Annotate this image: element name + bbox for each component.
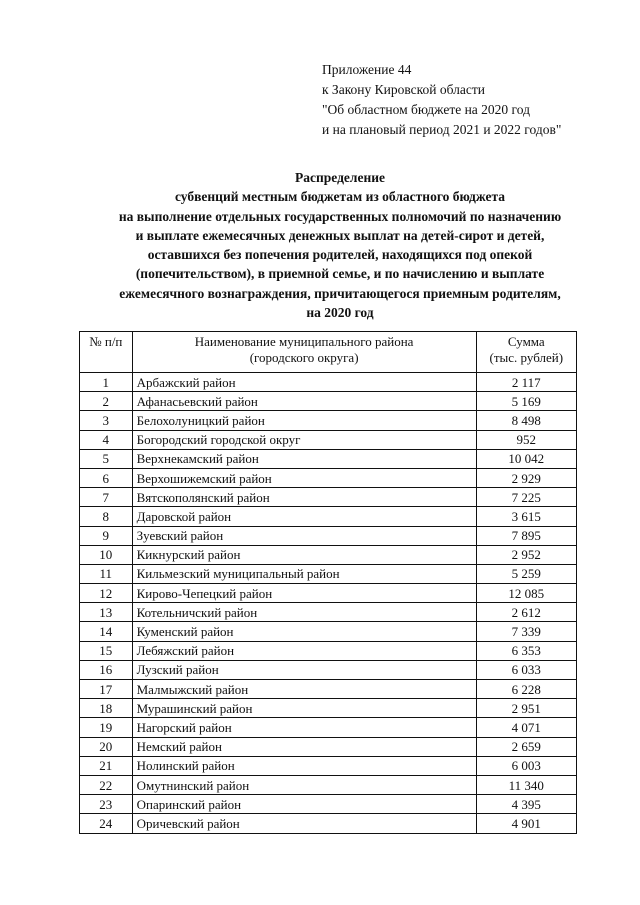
row-sum: 4 395: [476, 795, 576, 814]
row-num: 8: [80, 507, 133, 526]
row-num: 11: [80, 564, 133, 583]
row-sum: 7 339: [476, 622, 576, 641]
table-row: [80, 584, 577, 603]
row-name: Вятскополянский район: [132, 488, 476, 507]
table-header-row: [80, 332, 577, 373]
row-sum: 952: [476, 430, 576, 449]
table-row: [80, 718, 577, 737]
row-num: 1: [80, 373, 133, 392]
appendix-line: к Закону Кировской области: [322, 82, 486, 97]
appendix-line: "Об областном бюджете на 2020 год: [322, 102, 530, 117]
row-name: Нагорский район: [132, 718, 476, 737]
row-sum: 2 117: [476, 373, 576, 392]
row-num: 13: [80, 603, 133, 622]
row-sum: 6 353: [476, 641, 576, 660]
title-line: и выплате ежемесячных денежных выплат на детей-сирот и детей,: [135, 227, 545, 243]
row-sum: 6 228: [476, 680, 576, 699]
table-row: [80, 737, 577, 756]
row-num: 16: [80, 660, 133, 679]
row-sum: 6 033: [476, 660, 576, 679]
row-sum: 2 952: [476, 545, 576, 564]
row-sum: 11 340: [476, 775, 576, 794]
header-sum: [476, 332, 576, 373]
table-row: [80, 507, 577, 526]
row-sum: 3 615: [476, 507, 576, 526]
document-title: [60, 168, 620, 322]
row-name: Малмыжский район: [132, 680, 476, 699]
row-sum: 2 951: [476, 699, 576, 718]
row-sum: 5 259: [476, 564, 576, 583]
distribution-table: [79, 331, 577, 834]
header-sum-line2: (тыс. рублей): [489, 350, 564, 365]
row-name: Верхошижемский район: [132, 468, 476, 487]
row-num: 7: [80, 488, 133, 507]
row-name: Верхнекамский район: [132, 449, 476, 468]
row-name: Кикнурский район: [132, 545, 476, 564]
row-num: 21: [80, 756, 133, 775]
table-row: [80, 430, 577, 449]
title-line: на выполнение отдельных государственных полномочий по назначению: [118, 208, 562, 224]
row-num: 20: [80, 737, 133, 756]
row-name: Котельничский район: [132, 603, 476, 622]
row-name: Лебяжский район: [132, 641, 476, 660]
table-body: [80, 373, 577, 834]
row-name: Лузский район: [132, 660, 476, 679]
row-num: 5: [80, 449, 133, 468]
table-row: [80, 814, 577, 833]
table-row: [80, 392, 577, 411]
row-sum: 2 612: [476, 603, 576, 622]
row-num: 14: [80, 622, 133, 641]
row-num: 12: [80, 584, 133, 603]
table-row: [80, 411, 577, 430]
row-num: 24: [80, 814, 133, 833]
row-name: Оричевский район: [132, 814, 476, 833]
row-name: Омутнинский район: [132, 775, 476, 794]
row-sum: 8 498: [476, 411, 576, 430]
row-num: 3: [80, 411, 133, 430]
row-sum: 12 085: [476, 584, 576, 603]
table-row: [80, 526, 577, 545]
title-line: (попечительством), в приемной семье, и по начислению и выплате: [135, 266, 545, 282]
row-sum: 7 225: [476, 488, 576, 507]
table-row: [80, 468, 577, 487]
row-name: Белохолуницкий район: [132, 411, 476, 430]
header-sum-line1: Сумма: [507, 334, 545, 349]
row-num: 18: [80, 699, 133, 718]
table-row: [80, 775, 577, 794]
row-sum: 4 071: [476, 718, 576, 737]
row-sum: 4 901: [476, 814, 576, 833]
row-name: Опаринский район: [132, 795, 476, 814]
title-line: оставшихся без попечения родителей, находящихся под опекой: [147, 247, 533, 263]
row-name: Кирово-Чепецкий район: [132, 584, 476, 603]
header-name-line2: (городского округа): [249, 350, 359, 365]
header-num: № п/п: [80, 332, 133, 373]
table-row: [80, 641, 577, 660]
appendix-header: [322, 60, 561, 140]
table-row: [80, 660, 577, 679]
table-row: [80, 756, 577, 775]
title-line: Распределение: [294, 170, 386, 185]
row-name: Арбажский район: [132, 373, 476, 392]
table-row: [80, 449, 577, 468]
table-row: [80, 680, 577, 699]
row-num: 17: [80, 680, 133, 699]
title-line: на 2020 год: [306, 305, 374, 321]
row-num: 23: [80, 795, 133, 814]
table-row: [80, 564, 577, 583]
row-sum: 2 659: [476, 737, 576, 756]
row-num: 10: [80, 545, 133, 564]
row-num: 2: [80, 392, 133, 411]
row-num: 6: [80, 468, 133, 487]
row-sum: 7 895: [476, 526, 576, 545]
row-num: 22: [80, 775, 133, 794]
table-row: [80, 603, 577, 622]
row-num: 9: [80, 526, 133, 545]
table-row: [80, 795, 577, 814]
row-name: Куменский район: [132, 622, 476, 641]
row-name: Зуевский район: [132, 526, 476, 545]
title-line: ежемесячного вознаграждения, причитающегося приемным родителям,: [119, 285, 561, 301]
row-name: Нолинский район: [132, 756, 476, 775]
header-name: [132, 332, 476, 373]
table-row: [80, 622, 577, 641]
row-sum: 10 042: [476, 449, 576, 468]
row-name: Мурашинский район: [132, 699, 476, 718]
table-row: [80, 373, 577, 392]
header-name-line1: Наименование муниципального района: [194, 334, 414, 349]
appendix-line: Приложение 44: [322, 62, 412, 77]
row-name: Даровской район: [132, 507, 476, 526]
table-row: [80, 545, 577, 564]
row-num: 15: [80, 641, 133, 660]
row-name: Богородский городской округ: [132, 430, 476, 449]
row-sum: 2 929: [476, 468, 576, 487]
row-name: Афанасьевский район: [132, 392, 476, 411]
row-num: 4: [80, 430, 133, 449]
title-line: субвенций местным бюджетам из областного бюджета: [174, 189, 506, 205]
table-row: [80, 699, 577, 718]
row-sum: 5 169: [476, 392, 576, 411]
row-sum: 6 003: [476, 756, 576, 775]
appendix-line: и на плановый период 2021 и 2022 годов": [322, 122, 562, 137]
row-name: Немский район: [132, 737, 476, 756]
row-num: 19: [80, 718, 133, 737]
row-name: Кильмезский муниципальный район: [132, 564, 476, 583]
table-row: [80, 488, 577, 507]
